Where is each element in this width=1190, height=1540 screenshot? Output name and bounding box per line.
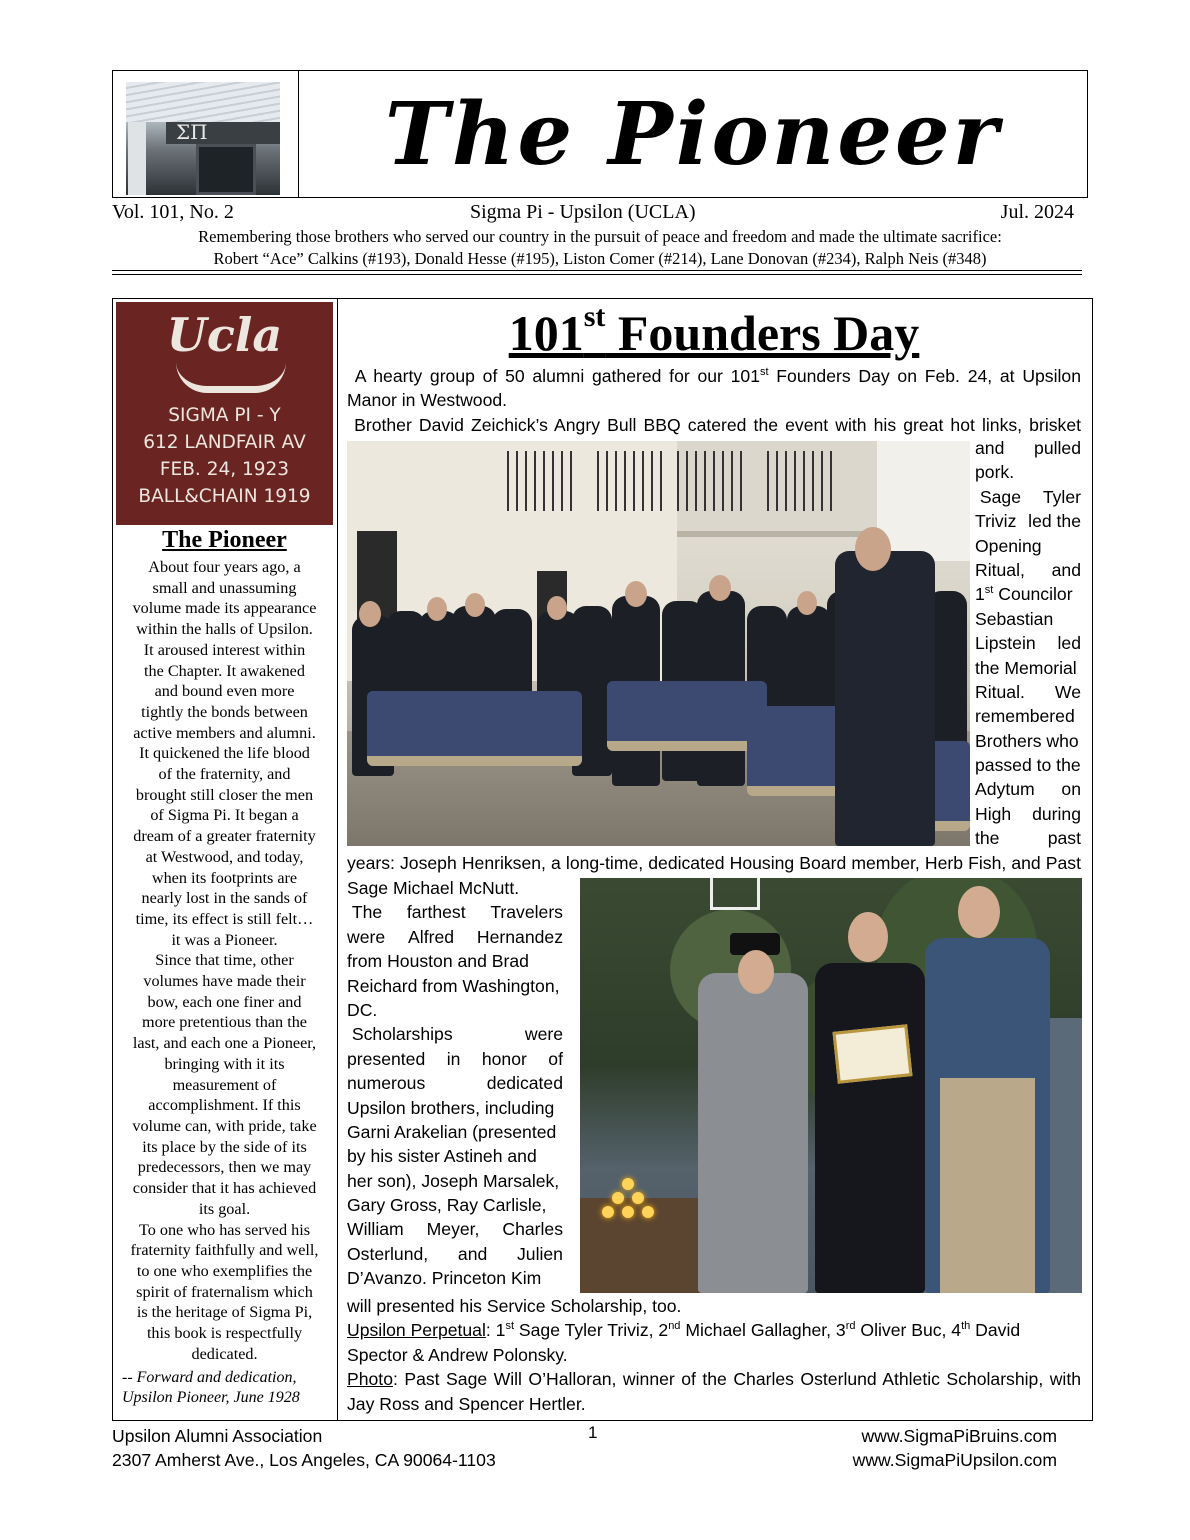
chapter-house-photo (113, 71, 299, 197)
col-word: past (1047, 828, 1081, 849)
sidebar-line: It quickened the life blood (139, 744, 310, 763)
newsletter-title: The Pioneer (384, 83, 1002, 185)
sidebar-line: the Chapter. It awakened (144, 661, 305, 680)
perpetual-text: David (970, 1320, 1021, 1341)
upsilon-perpetual-line (347, 1318, 1081, 1342)
perpetual-text: Sage Tyler Triviz, 2 (514, 1320, 669, 1341)
sidebar-line: it was a Pioneer. (171, 930, 278, 949)
closing-line: Jay Ross and Spencer Hertler. (347, 1393, 586, 1414)
sidebar-line: this book is respectfully (146, 1324, 303, 1343)
catering-text: Brother David Zeichick’s Angry Bull BBQ catered the event with his great hot links, brisket (354, 414, 1081, 435)
col-ordinal: st (984, 584, 994, 597)
col-line: Reichard from Washington, (347, 975, 560, 996)
plaque-line: 612 LANDFAIR AV (143, 432, 306, 453)
sidebar-line: About four years ago, a (148, 558, 301, 576)
title-number: 101 (508, 305, 584, 361)
sidebar-line: bringing with it its (164, 1054, 285, 1073)
col-word: pulled (1034, 438, 1081, 458)
footer-address (112, 1424, 496, 1472)
masthead-rule (112, 270, 1082, 275)
col-word: and (1051, 559, 1081, 580)
col-line: DC. (347, 999, 378, 1020)
sidebar-line: more pretentious than the (142, 1013, 307, 1032)
sidebar-line: consider that it has achieved (132, 1179, 317, 1198)
col-word: presented (347, 1048, 426, 1069)
intro-ordinal: st (760, 366, 769, 379)
volume-number: Vol. 101, No. 2 (112, 201, 234, 223)
scholarship-award-photo (580, 878, 1082, 1293)
article-closing (347, 1294, 1081, 1416)
col-line: Sage Michael McNutt. (347, 878, 520, 898)
col-word: Scholarships (351, 1024, 453, 1045)
col-word: the (975, 828, 1000, 849)
col-word: Julien (517, 1243, 563, 1264)
intro-text: Manor in Westwood. (347, 390, 508, 411)
credit-line: Upsilon Pioneer, June 1928 (122, 1389, 300, 1406)
col-word: Charles (502, 1219, 563, 1240)
ordinal: th (961, 1320, 971, 1333)
footer-street: 2307 Amherst Ave., Los Angeles, CA 90064-1103 (112, 1450, 496, 1470)
col-word: of (548, 1048, 563, 1069)
sidebar-line: small and unassuming (152, 578, 297, 597)
photo-caption-label: Photo (347, 1369, 393, 1390)
sidebar-line: bow, each one finer and (147, 992, 302, 1011)
plaque-text (116, 402, 333, 510)
memorial-names-line: years: Joseph Henriksen, a long-time, dedicated Housing Board member, Herb Fish, and Past (347, 853, 1081, 873)
intro-text: Founders Day on Feb. 24, at Upsilon (768, 366, 1081, 386)
col-word: Meyer, (426, 1219, 480, 1240)
memorial-line-1: Remembering those brothers who served our country in the pursuit of peace and freedom and made the ultimate sacrifice: (198, 227, 1002, 246)
sidebar-line: at Westwood, and today, (145, 847, 304, 866)
sidebar-line: volumes have made their (143, 972, 306, 991)
col-line: Sebastian (975, 608, 1054, 629)
sidebar-line: accomplishment. If this (148, 1096, 301, 1115)
col-line: Upsilon brothers, including (347, 1097, 555, 1118)
col-line: by his sister Astineh and (347, 1146, 537, 1167)
article-right-column (975, 436, 1081, 851)
footer-links (853, 1424, 1057, 1472)
closing-line: Spector & Andrew Polonsky. (347, 1344, 568, 1365)
col-word: and (975, 438, 1005, 458)
sidebar-line: when its footprints are (151, 868, 298, 887)
website-link[interactable]: www.SigmaPiUpsilon.com (852, 1450, 1057, 1470)
col-line: passed to the (975, 755, 1081, 776)
perpetual-text: Oliver Buc, 4 (855, 1320, 962, 1341)
memorial-dedication (112, 226, 1088, 270)
sidebar-line: volume can, with pride, take (132, 1116, 317, 1135)
col-line: remembered (975, 706, 1075, 727)
col-line: her son), Joseph Marsalek, (347, 1170, 560, 1191)
sidebar-line: dedicated. (191, 1344, 258, 1363)
sidebar-line: brought still closer the men (135, 785, 314, 804)
footer-org: Upsilon Alumni Association (112, 1426, 323, 1446)
col-word: Osterlund, (347, 1243, 429, 1264)
article-title (338, 300, 1090, 362)
credit-line: -- Forward and dedication, (122, 1369, 297, 1386)
article-intro (347, 364, 1081, 437)
sidebar-line: fraternity faithfully and well, (130, 1241, 319, 1260)
sidebar-line: spirit of fraternalism which (136, 1282, 313, 1301)
col-line: Garni Arakelian (presented (347, 1121, 557, 1142)
col-word: High (975, 803, 1012, 824)
founders-day-group-photo (347, 441, 970, 846)
col-word: on (1061, 779, 1081, 800)
ucla-logo: Ucla (166, 308, 283, 362)
website-link[interactable]: www.SigmaPiBruins.com (861, 1426, 1057, 1446)
col-line: Brothers who (975, 730, 1079, 751)
plaque-line: BALL&CHAIN 1919 (138, 486, 311, 507)
sidebar-line: and bound even more (154, 682, 295, 701)
sidebar-line: predecessors, then we may (137, 1158, 312, 1177)
sidebar-line: It aroused interest within (143, 640, 306, 659)
sidebar-line: its place by the side of its (142, 1137, 307, 1156)
perpetual-text: : 1 (485, 1320, 506, 1341)
sidebar-line: measurement of (172, 1075, 277, 1094)
ordinal: rd (845, 1320, 856, 1333)
ucla-plaque-photo (116, 302, 333, 525)
perpetual-label: Upsilon Perpetual (347, 1320, 486, 1341)
memorial-line-2: Robert “Ace” Calkins (#193), Donald Hesse (#195), Liston Comer (#214), Lane Donovan (#234), Ralph Neis (#348) (213, 249, 987, 268)
col-word: honor (481, 1048, 527, 1069)
col-word: led (1057, 633, 1081, 654)
chapter-name: Sigma Pi - Upsilon (UCLA) (470, 201, 696, 223)
sidebar-line: to one who exemplifies the (136, 1261, 313, 1280)
col-line: the Memorial (975, 657, 1077, 678)
sidebar-line: To one who has served his (138, 1220, 311, 1239)
photo-caption-text: : Past Sage Will O’Halloran, winner of the Charles Osterlund Athletic Scholarship, with (392, 1369, 1081, 1390)
sidebar-line: time, its effect is still felt… (135, 909, 314, 928)
perpetual-text: Michael Gallagher, 3 (680, 1320, 846, 1341)
sidebar-line: within the halls of Upsilon. (136, 620, 313, 639)
column-divider (337, 298, 338, 1421)
page-number: 1 (588, 1423, 598, 1442)
col-word: 1 (975, 584, 985, 605)
col-word: Hernandez (476, 926, 563, 947)
sidebar-dedication-text (118, 557, 331, 1364)
col-line: from Houston and Brad (347, 951, 529, 972)
sidebar-line: last, and each one a Pioneer, (132, 1034, 317, 1053)
col-word: William (347, 1219, 404, 1240)
sidebar-line: nearly lost in the sands of (141, 889, 308, 908)
col-word: farthest (406, 902, 466, 923)
col-word: were (524, 1024, 563, 1045)
plaque-line: FEB. 24, 1923 (159, 459, 290, 480)
sidebar-line: of the fraternity, and (158, 765, 291, 784)
col-word: Triviz (975, 511, 1017, 532)
ordinal: st (505, 1320, 515, 1333)
issue-meta (112, 201, 1074, 225)
article-left-column (347, 876, 563, 1291)
ordinal: nd (668, 1320, 681, 1333)
col-word: were (347, 926, 386, 947)
col-word: numerous (347, 1073, 426, 1094)
col-line: D’Avanzo. Princeton Kim (347, 1268, 542, 1289)
plaque-line: SIGMA PI - Y (168, 405, 281, 426)
greek-letters: ΣΠ (176, 120, 208, 144)
sidebar-title: The Pioneer (162, 527, 287, 553)
col-line: Opening (975, 535, 1042, 556)
col-word: Ritual, (975, 559, 1025, 580)
title-ordinal: st (583, 300, 606, 333)
col-word: Alfred (408, 926, 455, 947)
col-word: Ritual. (975, 681, 1025, 702)
col-word: We (1054, 681, 1081, 702)
col-word: in (446, 1048, 461, 1069)
col-word: Travelers (490, 902, 563, 923)
col-word: Lipstein (975, 633, 1036, 654)
col-line: Gary Gross, Ray Carlisle, (347, 1195, 547, 1216)
sidebar-credit (122, 1368, 337, 1408)
title-text: Founders Day (605, 305, 920, 361)
col-word: Councilor (993, 584, 1073, 605)
sidebar-line: its goal. (198, 1199, 251, 1218)
col-line: pork. (975, 462, 1015, 483)
sidebar-line: dream of a greater fraternity (133, 827, 316, 846)
col-word: Tyler (1042, 486, 1081, 507)
sidebar-line: active members and alumni. (133, 723, 316, 742)
masthead (112, 70, 1088, 198)
sidebar-line: volume made its appearance (132, 599, 317, 618)
col-word: led the (1028, 511, 1081, 532)
intro-text: A hearty group of 50 alumni gathered for our 101 (354, 366, 760, 386)
sidebar-line: tightly the bonds between (141, 702, 308, 721)
col-word: Adytum (975, 779, 1035, 800)
col-word: Sage (979, 486, 1021, 507)
col-word: during (1032, 803, 1081, 824)
closing-line: will presented his Service Scholarship, too. (347, 1296, 682, 1316)
sidebar-line: Since that time, other (155, 951, 294, 970)
col-word: The (351, 902, 383, 923)
sidebar-line: is the heritage of Sigma Pi, (136, 1303, 313, 1322)
col-word: and (457, 1243, 488, 1264)
issue-date: Jul. 2024 (1000, 201, 1074, 223)
col-word: dedicated (486, 1073, 563, 1094)
sidebar-line: of Sigma Pi. It began a (150, 806, 299, 825)
